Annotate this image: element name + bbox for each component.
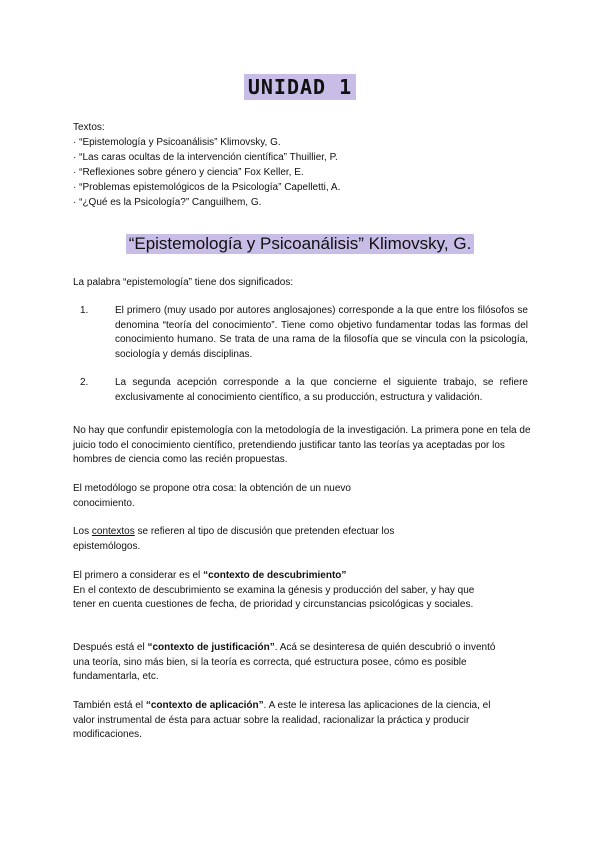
intro-paragraph: La palabra “epistemología” tiene dos significados: bbox=[73, 277, 294, 288]
texts-item: · “Epistemología y Psicoanálisis” Klimovsky, G. bbox=[73, 135, 340, 150]
application-pre: También está el bbox=[73, 700, 146, 711]
texts-item: · “¿Qué es la Psicología?” Canguilhem, G. bbox=[73, 195, 340, 210]
list-text: El primero (muy usado por autores anglosajones) corresponde a la que entre los filósofos se denomina “teoría del conocimiento”. Tiene como objetivo fundamentar todas las formas del conocimiento humano. Se trata de una rama de la filosofía que se vincula con la psicología, sociología y demás disciplinas. bbox=[115, 305, 528, 360]
paragraph-justification-context bbox=[73, 641, 503, 685]
texts-item: · “Las caras ocultas de la intervención científica” Thuillier, P. bbox=[73, 150, 340, 165]
list-number: 1. bbox=[80, 305, 89, 316]
section-heading-container bbox=[0, 234, 600, 254]
texts-list bbox=[73, 120, 340, 210]
justification-post: . Acá se desinteresa de quién descubrió o inventó una teoría, sino más bien, si la teoría es correcta, qué estructura posee, cómo es posible fundamentarla, etc. bbox=[73, 642, 496, 682]
list-item bbox=[73, 304, 528, 362]
texts-item: · “Problemas epistemológicos de la Psicología” Capelletti, A. bbox=[73, 180, 340, 195]
discovery-post: En el contexto de descubrimiento se examina la génesis y producción del saber, y hay que tener en cuenta cuestiones de fecha, de prioridad y circunstancias psicológicas y sociales. bbox=[73, 584, 475, 610]
contexts-pre: Los bbox=[73, 526, 92, 537]
paragraph-discovery-context bbox=[73, 569, 493, 613]
texts-label: Textos: bbox=[73, 122, 105, 133]
discovery-bold: “contexto de descubrimiento” bbox=[203, 570, 347, 581]
paragraph-contexts bbox=[73, 525, 453, 554]
application-bold: “contexto de aplicación” bbox=[145, 700, 264, 711]
justification-pre: Después está el bbox=[73, 642, 148, 653]
paragraph-application-context bbox=[73, 699, 513, 743]
discovery-pre: El primero a considerar es el bbox=[73, 570, 204, 581]
contexts-underlined: contextos bbox=[91, 526, 135, 537]
paragraph-methodologist: El metodólogo se propone otra cosa: la obtención de un nuevo conocimiento. bbox=[73, 483, 351, 509]
justification-bold: “contexto de justificación” bbox=[147, 642, 275, 653]
list-text: La segunda acepción corresponde a la que concierne el siguiente trabajo, se refiere exclusivamente al conocimiento científico, a su producción, estructura y validación. bbox=[115, 377, 528, 403]
meanings-list bbox=[73, 304, 528, 419]
section-title: “Epistemología y Psicoanálisis” Klimovsky, G. bbox=[126, 234, 475, 254]
list-item bbox=[73, 376, 528, 405]
texts-item: · “Reflexiones sobre género y ciencia” Fox Keller, E. bbox=[73, 165, 340, 180]
unit-title: UNIDAD 1 bbox=[244, 74, 356, 100]
application-post: . A este le interesa las aplicaciones de la ciencia, el valor instrumental de ésta para actuar sobre la realidad, racionalizar la práctica y producir modificaciones. bbox=[73, 700, 491, 740]
paragraph-epistemology-vs-methodology: No hay que confundir epistemología con la metodología de la investigación. La primera pone en tela de juicio todo el conocimiento científico, pretendiendo justificar tanto las teorías ya aceptadas por los hombres de ciencia como las recién propuestas. bbox=[73, 425, 531, 465]
contexts-post: se refieren al tipo de discusión que pretenden efectuar los epistemólogos. bbox=[73, 526, 395, 552]
list-number: 2. bbox=[80, 377, 89, 388]
unit-heading-container bbox=[0, 74, 600, 100]
